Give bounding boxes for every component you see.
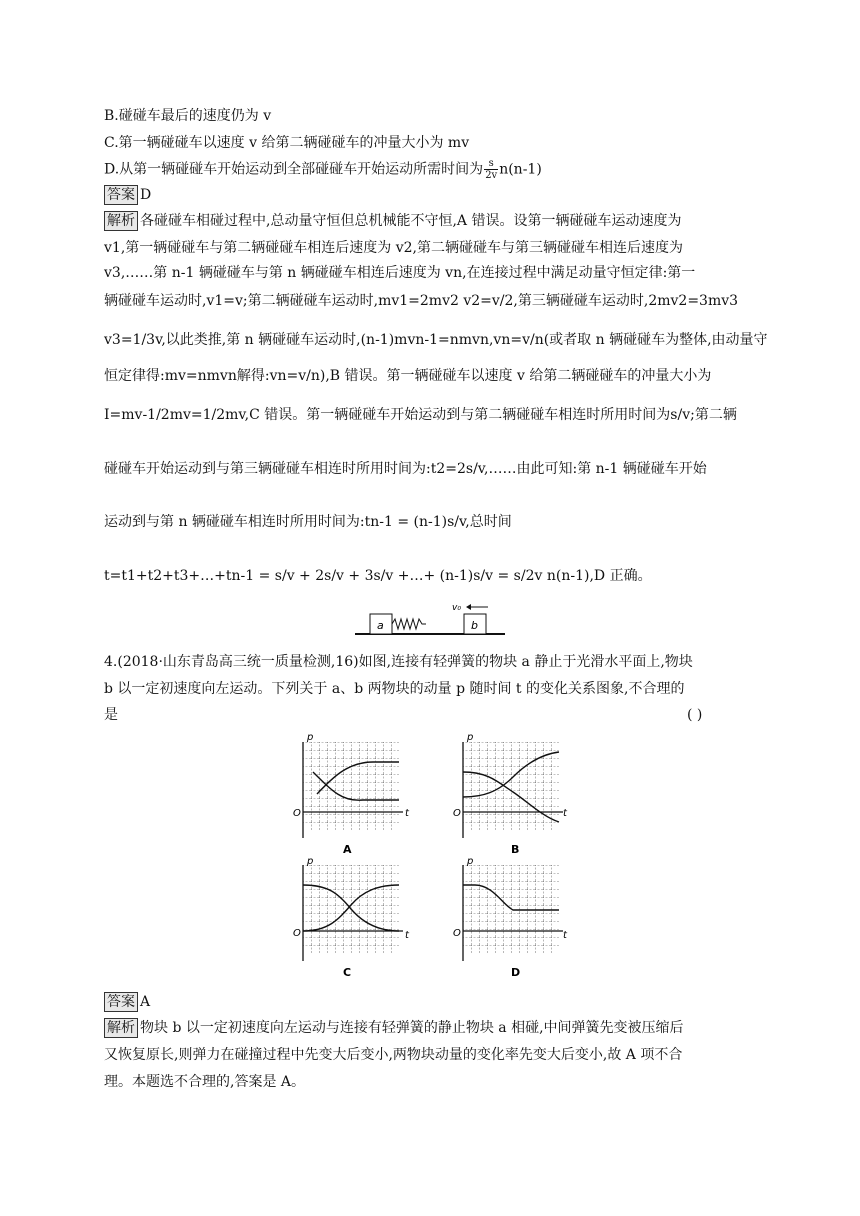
graph-d-p: p bbox=[467, 856, 474, 867]
spring bbox=[392, 619, 426, 629]
graph-b-p: p bbox=[467, 732, 474, 743]
analysis-q4-text-1: 物块 b 以一定初速度向左运动与连接有轻弹簧的静止物块 a 相碰,中间弹簧先变被压缩后 bbox=[140, 1020, 684, 1036]
analysis-tag: 解析 bbox=[104, 211, 138, 231]
option-d-text: D.从第一辆碰碰车开始运动到全部碰碰车开始运动所需时间为 bbox=[104, 161, 484, 178]
answer-value-q4: A bbox=[140, 994, 151, 1010]
analysis-q4-line-2: 又恢复原长,则弹力在碰撞过程中先变大后变小,两物块动量的变化率先变大后变小,故 A 项不合 bbox=[104, 1047, 683, 1063]
graph-a-o: O bbox=[293, 808, 301, 819]
q4-line-1: 4.(2018·山东青岛高三统一质量检测,16)如图,连接有轻弹簧的物块 a 静止于光滑水平面上,物块 bbox=[104, 654, 693, 670]
analysis-tag-q4: 解析 bbox=[104, 1018, 138, 1038]
graph-c bbox=[303, 865, 403, 961]
analysis-line-5: v3=1/3v,以此类推,第 n 辆碰碰车运动时,(n-1)mvn-1=nmvn,vn=v/n(或者取 n 辆碰碰车为整体,由动量守 bbox=[104, 332, 768, 348]
velocity-label: v₀ bbox=[452, 603, 461, 613]
analysis-line-7: I=mv-1/2mv=1/2mv,C 错误。第一辆碰碰车开始运动到与第二辆碰碰车相连时所用时间为s/v;第二辆 bbox=[104, 407, 737, 423]
block-b-label: b bbox=[471, 619, 478, 632]
graph-a bbox=[303, 742, 403, 838]
graph-d-label: D bbox=[511, 966, 521, 979]
graph-b-o: O bbox=[453, 808, 461, 819]
block-a-label: a bbox=[377, 619, 384, 632]
analysis-line-10: t=t1+t2+t3+…+tn-1 = s/v + 2s/v + 3s/v +…+ (n-1)s/v = s/2v n(n-1),D 正确。 bbox=[104, 568, 652, 584]
graph-b-t: t bbox=[563, 808, 567, 819]
option-d bbox=[104, 158, 542, 181]
graph-d-t: t bbox=[563, 930, 567, 941]
answer-value: D bbox=[140, 187, 152, 203]
analysis-line-6: 恒定律得:mv=nmvn解得:vn=v/n),B 错误。第一辆碰碰车以速度 v 给第二辆碰碰车的冲量大小为 bbox=[104, 368, 712, 384]
analysis-q4-line-1 bbox=[104, 1018, 684, 1038]
graph-c-label: C bbox=[343, 966, 352, 979]
graph-a-p: p bbox=[307, 732, 314, 743]
graph-c-t: t bbox=[405, 930, 409, 941]
answer-tag: 答案 bbox=[104, 185, 138, 205]
analysis-line-9: 运动到与第 n 辆碰碰车相连时所用时间为:tn-1 = (n-1)s/v,总时间 bbox=[104, 514, 512, 530]
option-b: B.碰碰车最后的速度仍为 v bbox=[104, 108, 272, 124]
q4-line-3: 是 bbox=[104, 707, 118, 723]
analysis-text-1: 各碰碰车相碰过程中,总动量守恒但总机械能不守恒,A 错误。设第一辆碰碰车运动速度为 bbox=[140, 213, 682, 229]
graph-a-t: t bbox=[405, 808, 409, 819]
analysis-line-2: v1,第一辆碰碰车与第二辆碰碰车相连后速度为 v2,第二辆碰碰车与第三辆碰碰车相连后速度为 bbox=[104, 240, 683, 256]
analysis-line-4: 辆碰碰车运动时,v1=v;第二辆碰碰车运动时,mv1=2mv2 v2=v/2,第三辆碰碰车运动时,2mv2=3mv3 bbox=[104, 293, 739, 309]
graph-b-label: B bbox=[511, 843, 520, 856]
answer-row-q3 bbox=[104, 185, 151, 205]
graph-b bbox=[463, 742, 563, 838]
option-d-tail: n(n-1) bbox=[499, 161, 542, 178]
graph-d bbox=[463, 865, 563, 961]
q4-line-2: b 以一定初速度向左运动。下列关于 a、b 两物块的动量 p 随时间 t 的变化关系图象,不合理的 bbox=[104, 681, 685, 697]
answer-row-q4 bbox=[104, 992, 150, 1012]
graph-d-o: O bbox=[453, 928, 461, 939]
analysis-line-1 bbox=[104, 211, 681, 231]
answer-tag-q4: 答案 bbox=[104, 992, 138, 1012]
frac-s-2v: $\frac{s}{2v}$ bbox=[485, 158, 498, 181]
graphs-figure bbox=[285, 730, 565, 980]
analysis-line-3: v3,……第 n-1 辆碰碰车与第 n 辆碰碰车相连后速度为 vn,在连接过程中满足动量守恒定律:第一 bbox=[104, 265, 696, 281]
graph-a-label: A bbox=[343, 843, 352, 856]
analysis-q4-line-3: 理。本题选不合理的,答案是 A。 bbox=[104, 1074, 306, 1090]
analysis-line-8: 碰碰车开始运动到与第三辆碰碰车相连时所用时间为:t2=2s/v,……由此可知:第 n-1 辆碰碰车开始 bbox=[104, 461, 707, 477]
graph-c-p: p bbox=[307, 856, 314, 867]
option-c: C.第一辆碰碰车以速度 v 给第二辆碰碰车的冲量大小为 mv bbox=[104, 135, 470, 151]
answer-bracket: ( ) bbox=[687, 707, 703, 723]
spring-blocks-figure bbox=[350, 600, 510, 640]
graph-c-o: O bbox=[293, 928, 301, 939]
